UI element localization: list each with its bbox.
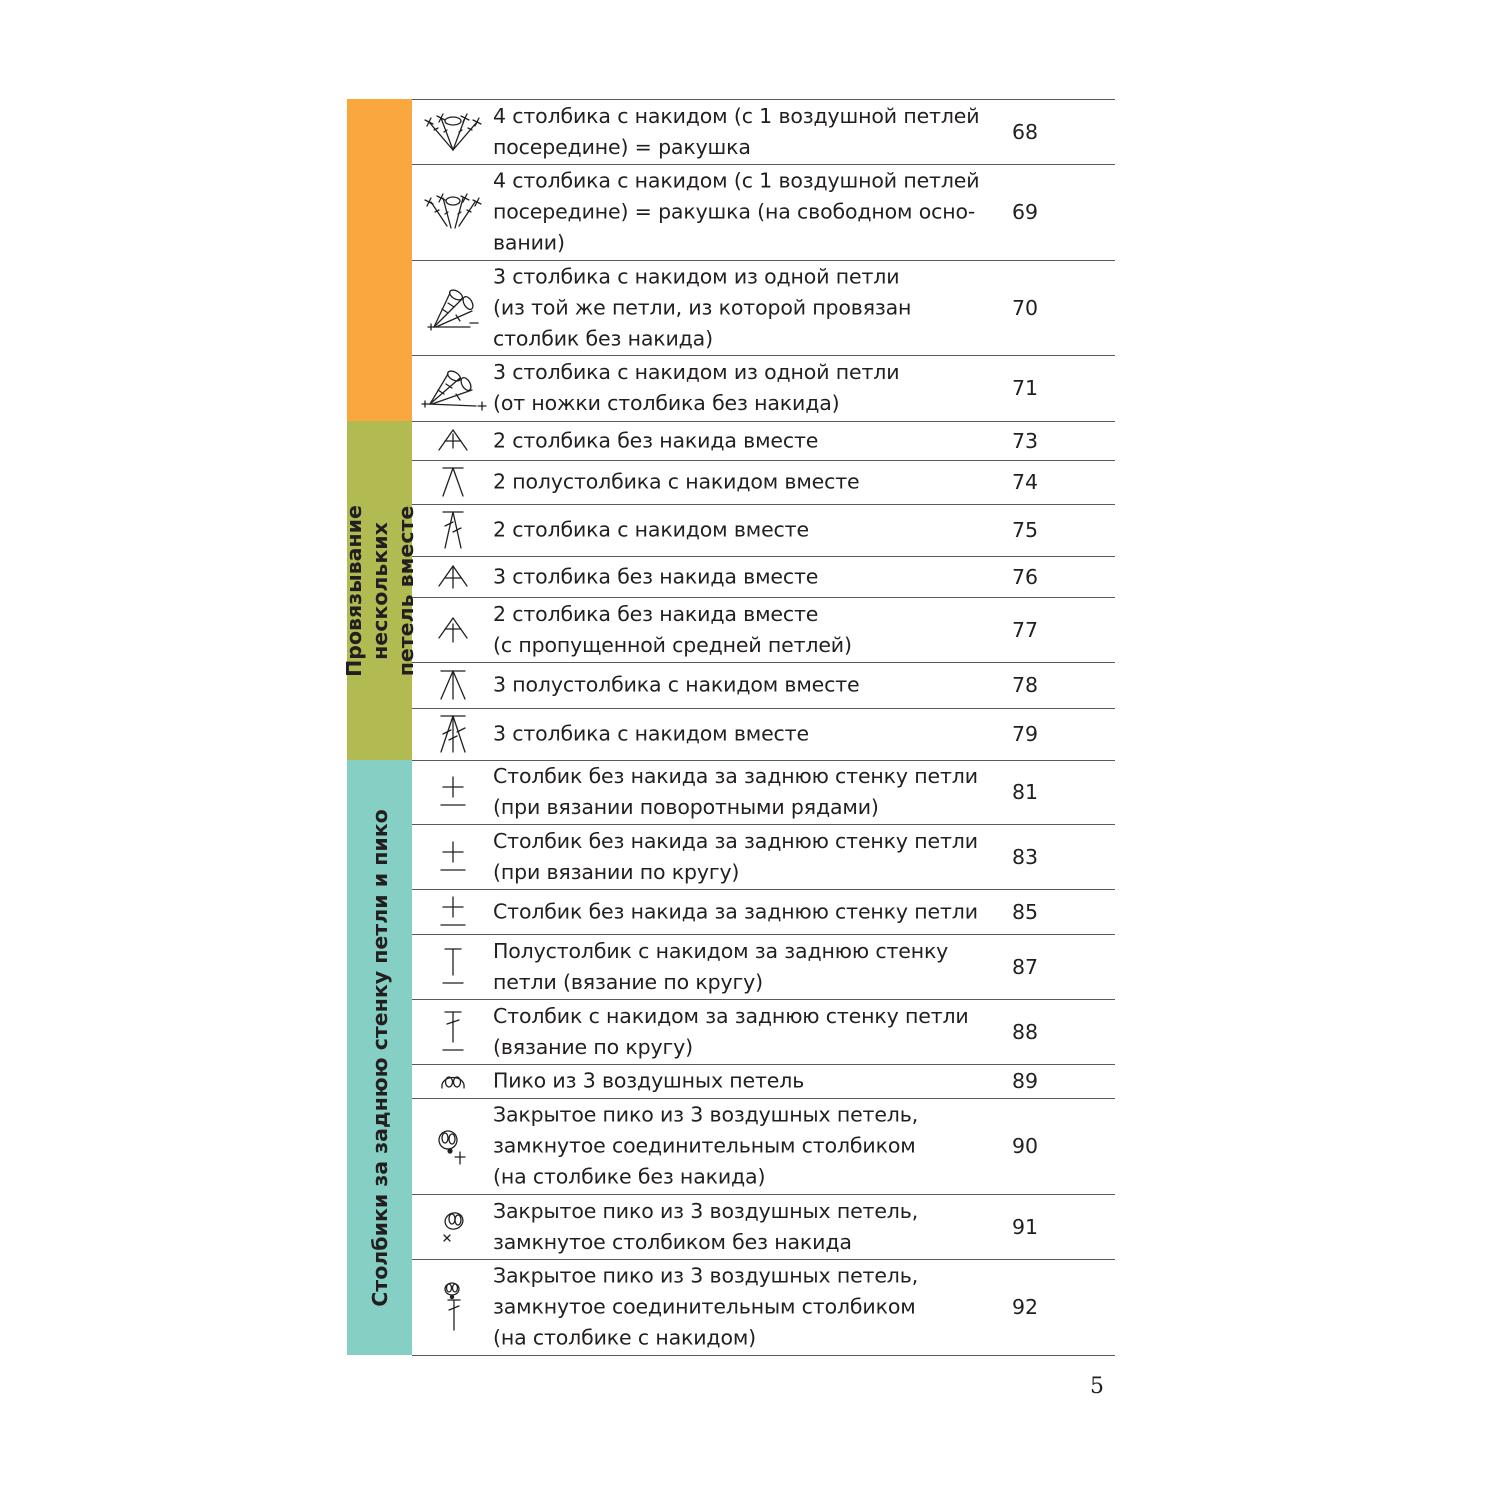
shell-fan-icon	[422, 99, 484, 164]
row-description: 3 столбика с накидом вместе	[493, 721, 809, 746]
table-row	[412, 889, 1115, 934]
row-description: Закрытое пико из 3 воздушных петель, замкнутое соединительным столбиком (на столбике с накидом)	[493, 1263, 919, 1350]
row-page-number: 68	[1012, 119, 1039, 144]
row-description: Столбик с накидом за заднюю стенку петли (вязание по кругу)	[493, 1003, 969, 1059]
table-row	[412, 556, 1115, 597]
row-description: 3 столбика без накида вместе	[493, 564, 819, 588]
row-page-number: 69	[1012, 200, 1039, 224]
row-description: 4 столбика с накидом (с 1 воздушной петлей посередине) = ракушка	[493, 103, 980, 159]
sc-back-loop-icon	[422, 760, 484, 824]
section-label: Столбики за заднюю стенку петли и пико	[367, 808, 392, 1307]
row-description: Столбик без накида за заднюю стенку петли (при вязании поворотными рядами)	[493, 764, 978, 819]
section-band-orange	[347, 99, 412, 421]
table-row	[412, 260, 1115, 355]
section-label: Провязывание нескольких петель вместе	[341, 504, 418, 677]
table-row	[412, 999, 1115, 1064]
row-page-number: 83	[1012, 844, 1039, 869]
dc3tog-icon	[422, 708, 484, 760]
closed-picot-slst-sc-icon	[422, 1098, 484, 1194]
sc3tog-icon	[422, 556, 484, 597]
table-row	[412, 421, 1115, 460]
row-description: 2 столбика без накида вместе (с пропущенной средней петлей)	[493, 601, 852, 657]
sc-back-loop-icon	[422, 889, 484, 934]
row-page-number: 78	[1012, 673, 1039, 697]
row-description: Столбик без накида за заднюю стенку петли	[493, 899, 978, 923]
row-description: Пико из 3 воздушных петель	[493, 1068, 805, 1093]
row-page-number: 73	[1012, 428, 1039, 453]
table-row	[412, 99, 1115, 164]
shell-fan-open-icon	[422, 164, 484, 260]
closed-picot-sc-icon	[422, 1194, 484, 1259]
closed-picot-dc-icon	[422, 1259, 484, 1355]
row-page-number: 85	[1012, 899, 1039, 924]
table-row	[412, 164, 1115, 260]
table-row	[412, 1064, 1115, 1098]
row-description: 3 столбика с накидом из одной петли (из той же петли, из которой провязан столбик без накида)	[493, 264, 912, 350]
row-page-number: 79	[1012, 722, 1039, 746]
section-band-teal	[347, 760, 412, 1355]
sc-back-loop-icon	[422, 824, 484, 889]
row-page-number: 81	[1012, 780, 1039, 804]
row-description: 4 столбика с накидом (с 1 воздушной петлей посередине) = ракушка (на свободном осно- вании)	[493, 168, 980, 255]
table-row	[412, 597, 1115, 662]
table-row	[412, 1194, 1115, 1259]
row-page-number: 91	[1012, 1214, 1039, 1239]
row-page-number: 76	[1012, 564, 1039, 589]
picot-icon	[422, 1064, 484, 1098]
table-row	[412, 760, 1115, 824]
hdc-back-loop-icon	[422, 934, 484, 999]
row-description: 3 столбика с накидом из одной петли (от ножки столбика без накида)	[493, 360, 900, 415]
row-page-number: 70	[1012, 295, 1039, 320]
row-divider	[412, 1355, 1115, 1356]
row-page-number: 88	[1012, 1019, 1039, 1044]
table-row	[412, 355, 1115, 421]
row-description: 2 столбика без накида вместе	[493, 428, 819, 452]
table-row	[412, 934, 1115, 999]
row-description: Столбик без накида за заднюю стенку петли (при вязании по кругу)	[493, 828, 978, 884]
row-description: Закрытое пико из 3 воздушных петель, замкнутое столбиком без накида	[493, 1198, 919, 1254]
row-description: 3 полустолбика с накидом вместе	[493, 672, 860, 697]
table-row	[412, 708, 1115, 760]
row-description: 2 полустолбика с накидом вместе	[493, 469, 860, 494]
row-page-number: 92	[1012, 1295, 1039, 1319]
dc-back-loop-icon	[422, 999, 484, 1064]
table-row	[412, 824, 1115, 889]
row-description: 2 столбика с накидом вместе	[493, 517, 809, 542]
row-page-number: 75	[1012, 518, 1039, 542]
row-page-number: 71	[1012, 376, 1039, 400]
row-page-number: 87	[1012, 954, 1039, 979]
dc2tog-icon	[422, 504, 484, 556]
row-description: Полустолбик с накидом за заднюю стенку петли (вязание по кругу)	[493, 938, 949, 994]
sc2tog-skip-icon	[422, 597, 484, 662]
three-dc-same-stitch-icon	[422, 260, 484, 355]
hdc2tog-icon	[422, 460, 484, 504]
three-dc-from-post-icon	[422, 355, 484, 421]
section-band-olive	[341, 421, 418, 760]
table-row	[412, 504, 1115, 556]
page-number: 5	[1090, 1374, 1104, 1399]
row-description: Закрытое пико из 3 воздушных петель, замкнутое соединительным столбиком (на столбике без накида)	[493, 1102, 919, 1189]
table-row	[412, 662, 1115, 708]
table-row	[412, 1259, 1115, 1355]
sc2tog-icon	[422, 421, 484, 460]
hdc3tog-icon	[422, 662, 484, 708]
row-page-number: 89	[1012, 1069, 1039, 1093]
row-page-number: 90	[1012, 1134, 1039, 1158]
row-page-number: 74	[1012, 470, 1039, 494]
table-row	[412, 460, 1115, 504]
table-row	[412, 1098, 1115, 1194]
row-page-number: 77	[1012, 617, 1039, 642]
